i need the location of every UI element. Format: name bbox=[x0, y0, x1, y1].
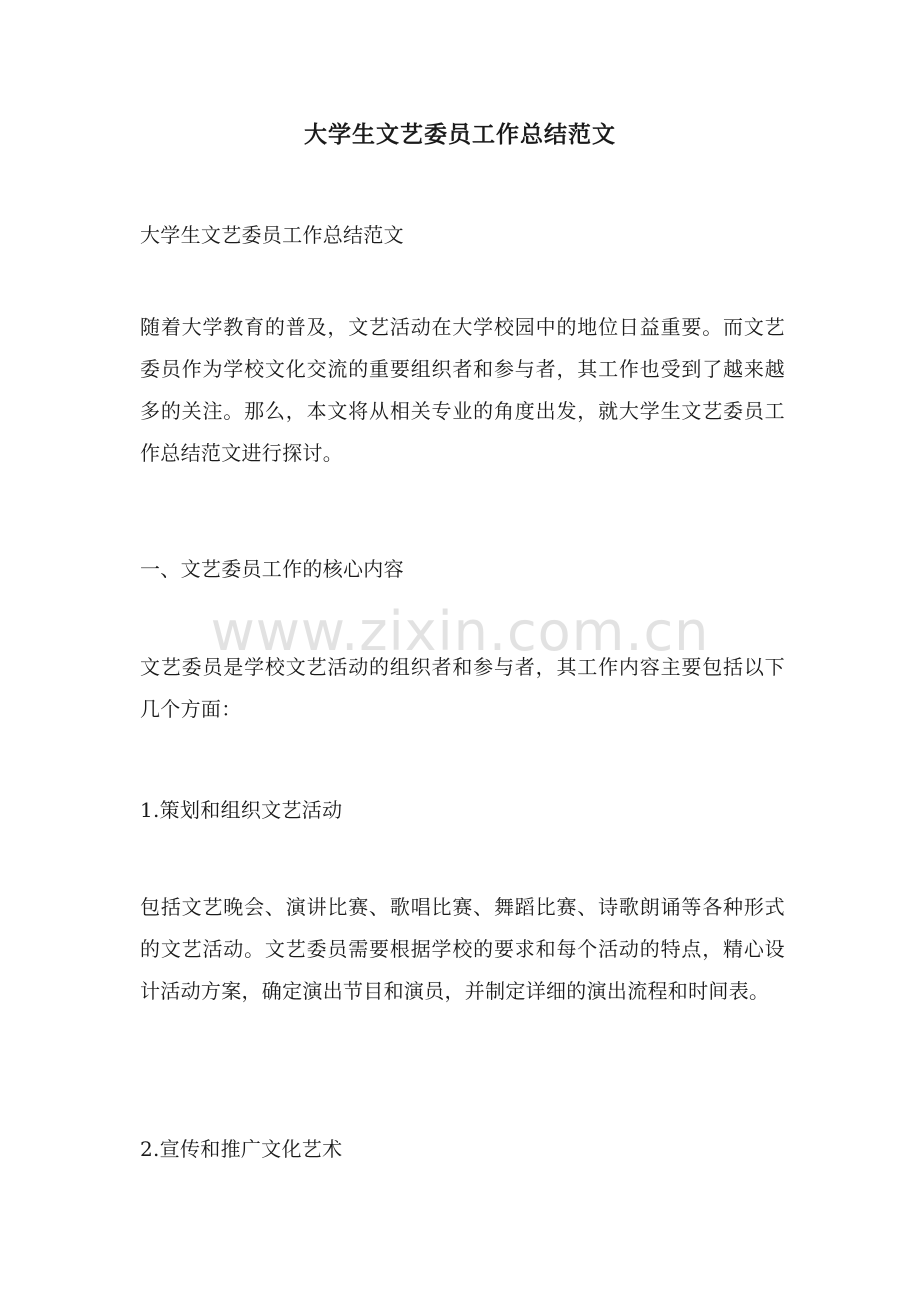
section1-paragraph: 文艺委员是学校文艺活动的组织者和参与者，其工作内容主要包括以下几个方面： bbox=[140, 655, 785, 721]
intro-paragraph: 随着大学教育的普及，文艺活动在大学校园中的地位日益重要。而文艺委员作为学校文化交流的重要组织者和参与者，其工作也受到了越来越多的关注。那么，本文将从相关专业的角度出发，就大学生文艺委员工作总结范文进行探讨。 bbox=[140, 315, 785, 465]
section1-heading: 一、文艺委员工作的核心内容 bbox=[140, 557, 404, 581]
item1-paragraph: 包括文艺晚会、演讲比赛、歌唱比赛、舞蹈比赛、诗歌朗诵等各种形式的文艺活动。文艺委员需要根据学校的要求和每个活动的特点，精心设计活动方案，确定演出节目和演员，并制定详细的演出流程和时间表。 bbox=[140, 895, 785, 1003]
watermark: www.zixin.com.cn bbox=[210, 600, 710, 663]
document-title: 大学生文艺委员工作总结范文 bbox=[304, 121, 616, 148]
document-subtitle: 大学生文艺委员工作总结范文 bbox=[140, 223, 404, 247]
item1-heading: 1.策划和组织文艺活动 bbox=[140, 798, 343, 822]
item2-heading: 2.宣传和推广文化艺术 bbox=[140, 1137, 343, 1161]
